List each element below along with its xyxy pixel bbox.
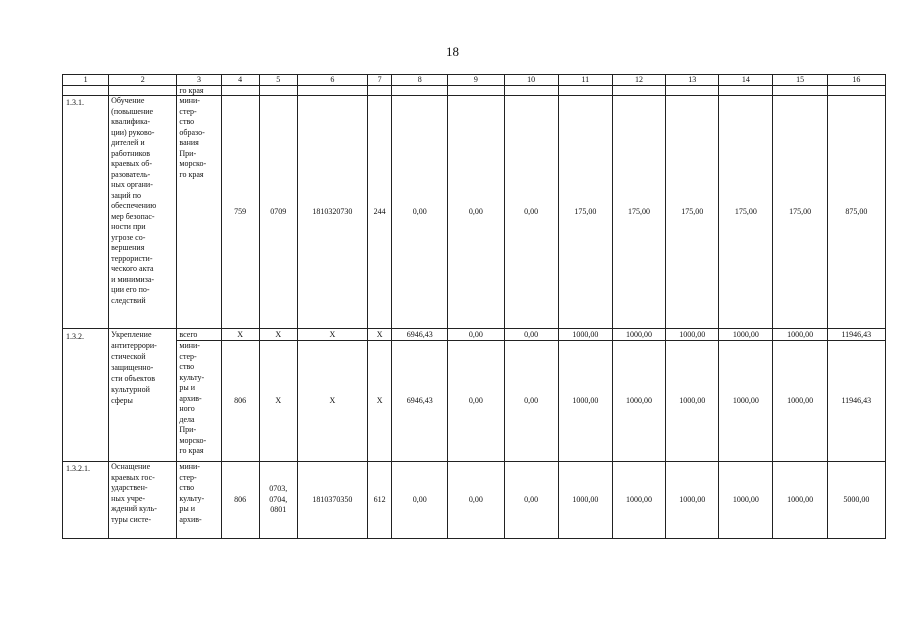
- table-cell: 612: [368, 462, 392, 539]
- table-cell: 244: [368, 96, 392, 329]
- column-number-row: [63, 75, 886, 86]
- column-header: 9: [448, 75, 504, 86]
- table-cell: 1000,00: [666, 341, 719, 462]
- column-header: 3: [177, 75, 221, 86]
- table-cell: 11946,43: [827, 341, 885, 462]
- table-cell: 806: [221, 341, 259, 462]
- table-cell: 1000,00: [719, 341, 773, 462]
- table-row-1-3-1: [63, 96, 886, 329]
- table-cell: 0,00: [504, 462, 558, 539]
- table-cell: 1000,00: [719, 329, 773, 341]
- table-cell: 1000,00: [666, 329, 719, 341]
- table-cell: 0,00: [504, 329, 558, 341]
- column-header: 5: [259, 75, 297, 86]
- table-cell: X: [221, 329, 259, 341]
- table-row-1-3-2: [63, 341, 886, 462]
- executor: мини- стер- ство образо- вания При- морско- го края: [177, 96, 221, 329]
- column-header: 7: [368, 75, 392, 86]
- budget-table: [62, 74, 886, 539]
- table-row-1-3-2-total: [63, 329, 886, 341]
- total-label: всего: [177, 329, 221, 341]
- table-cell: 1000,00: [558, 341, 612, 462]
- column-header: 11: [558, 75, 612, 86]
- item-name: Оснащение краевых гос- ударствен- ных учре- ждений куль- туры систе-: [109, 462, 177, 539]
- item-code: 1.3.2.1.: [63, 462, 109, 539]
- table-cell: 0,00: [448, 462, 504, 539]
- table-cell: 1000,00: [773, 462, 827, 539]
- table-cell: 175,00: [773, 96, 827, 329]
- table-cell: 0,00: [392, 462, 448, 539]
- table-cell: 175,00: [612, 96, 665, 329]
- column-header: 2: [109, 75, 177, 86]
- item-name: Обучение (повышение квалифика- ции) руково- дителей и работников краевых об- разователь- ных органи- заций по обеспечению мер безопас- ности при угрозе со- вершения террористи- ческого акта и минимиза- ции его по- следствий: [109, 96, 177, 329]
- table-cell: X: [259, 341, 297, 462]
- table-cell: 6946,43: [392, 329, 448, 341]
- table-cell: 0,00: [448, 341, 504, 462]
- table-cell: 1000,00: [773, 341, 827, 462]
- table-cell: 6946,43: [392, 341, 448, 462]
- item-name: Укрепление антитеррори- стической защищенно- сти объектов культурной сферы: [109, 329, 177, 462]
- column-header: 14: [719, 75, 773, 86]
- table-cell: X: [297, 329, 367, 341]
- column-header: 15: [773, 75, 827, 86]
- column-header: 10: [504, 75, 558, 86]
- table-cell: 0,00: [448, 329, 504, 341]
- column-header: 12: [612, 75, 665, 86]
- table-cell: X: [297, 341, 367, 462]
- table-cell: X: [368, 341, 392, 462]
- item-code: 1.3.2.: [63, 329, 109, 462]
- table-cell: 1000,00: [558, 462, 612, 539]
- table-cell: 1000,00: [612, 341, 665, 462]
- column-header: 6: [297, 75, 367, 86]
- table-cell: 175,00: [558, 96, 612, 329]
- table-cell: 0,00: [448, 96, 504, 329]
- table-cell: 1000,00: [719, 462, 773, 539]
- table-cell: 1000,00: [612, 329, 665, 341]
- table-cell: 11946,43: [827, 329, 885, 341]
- table-cell: 0709: [259, 96, 297, 329]
- column-header: 4: [221, 75, 259, 86]
- page-number: 18: [446, 44, 459, 59]
- table-cell: 1000,00: [612, 462, 665, 539]
- column-header: 13: [666, 75, 719, 86]
- item-code: 1.3.1.: [63, 96, 109, 329]
- table-cell: 875,00: [827, 96, 885, 329]
- executor-continuation: го края: [177, 86, 221, 96]
- table-cell: 1810320730: [297, 96, 367, 329]
- table-cell: 175,00: [719, 96, 773, 329]
- table-cell: 175,00: [666, 96, 719, 329]
- table-cell: 0,00: [504, 341, 558, 462]
- column-header: 16: [827, 75, 885, 86]
- table-cell: 0,00: [504, 96, 558, 329]
- table-cell: 0,00: [392, 96, 448, 329]
- table-cell: 1810370350: [297, 462, 367, 539]
- executor: мини- стер- ство культу- ры и архив- ного дела При- морско- го края: [177, 341, 221, 462]
- column-header: 8: [392, 75, 448, 86]
- table-row-1-3-2-1: [63, 462, 886, 539]
- table-cell: X: [368, 329, 392, 341]
- continuation-row: [63, 86, 886, 96]
- table-cell: 806: [221, 462, 259, 539]
- table-cell: 0703, 0704, 0801: [259, 462, 297, 539]
- table-cell: X: [259, 329, 297, 341]
- executor: мини- стер- ство культу- ры и архив-: [177, 462, 221, 539]
- table-cell: 1000,00: [773, 329, 827, 341]
- table-cell: 759: [221, 96, 259, 329]
- table-cell: 1000,00: [558, 329, 612, 341]
- table-cell: 1000,00: [666, 462, 719, 539]
- table-cell: 5000,00: [827, 462, 885, 539]
- column-header: 1: [63, 75, 109, 86]
